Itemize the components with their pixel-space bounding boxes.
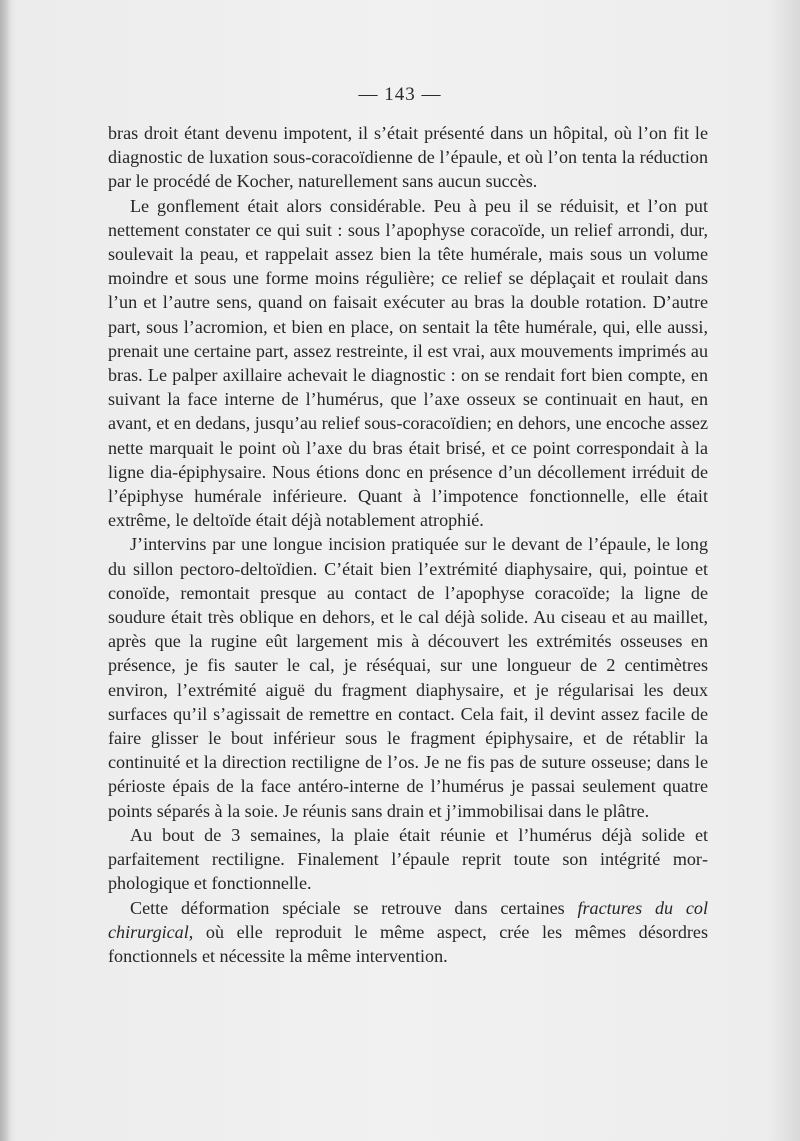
paragraph-swelling: Le gonflement était alors considérable. Peu à peu il se réduisit, et l’on put nettement constater ce qui suit : sous l’apophyse coracoïde, un relief arrondi, dur, soulevait la peau, et rappelait assez bien la tête humérale, mais sous un volume moindre et sous une forme moins régulière; ce relief se déplaçait et roulait dans l’un et l’autre sens, quand on faisait exécuter au bras la double rotation. D’autre part, sous l’acromion, et bien en place, on sentait la tête humérale, qui, elle aussi, prenait une certaine part, assez restreinte, il est vrai, aux mouvements imprimés au bras. Le palper axillaire achevait le diagnostic : on se rendait fort bien compte, en suivant la face interne de l’humérus, que l’axe osseux se continuait en haut, en avant, et en dedans, jusqu’au relief sous-coracoïdien; en dehors, une encoche assez nette marquait le point où l’axe du bras était brisé, et ce point correspondait à la ligne dia-épiphysaire. Nous étions donc en présence d’un décollement irréduit de l’épiphyse humérale inférieure. Quant à l’impotence fonctionnelle, elle était extrême, le deltoïde était déjà notablement atrophié. <box>108 195 708 531</box>
paragraph-outcome: Au bout de 3 semaines, la plaie était réunie et l’humérus déjà solide et parfaitement rectiligne. Finalement l’épaule reprit toute son intégrité morphologique et fonctionnelle. <box>108 824 708 894</box>
conclusion-italic-term: fractures du col chirurgical <box>108 897 708 942</box>
page-number: — 143 — <box>358 84 442 105</box>
paragraph-continuation: bras droit étant devenu impotent, il s’était présenté dans un hôpital, où l’on fit le diagnostic de luxation sous-coracoïdienne de l’épaule, et où l’on tenta la réduction par le procédé de Kocher, naturellement sans aucun succès. <box>108 123 708 192</box>
conclusion-text-start: Cette déformation spéciale se retrouve dans certaines <box>130 897 578 918</box>
paragraph-operation: J’intervins par une longue incision pratiquée sur le devant de l’épaule, le long du sillon pectoro-deltoïdien. C’était bien l’extrémité diaphysaire, qui, pointue et conoïde, remontait presque au contact de l’apophyse coracoïde; la ligne de soudure était très oblique en dehors, et le cal déjà solide. Au ciseau et au maillet, après que la rugine eût largement mis à découvert les extrémités osseuses en présence, je fis sauter le cal, je réséquai, sur une longueur de 2 centimètres environ, l’extrémité aiguë du fragment diaphysaire, et je régularisai les deux surfaces qu’il s’agissait de remettre en contact. Cela fait, il devint assez facile de faire glisser le bout inférieur sous le fragment épiphysaire, et de rétablir la continuité et la direction rectiligne de l’os. Je ne fis pas de suture osseuse; dans le périoste épais de la face antéro-interne de l’humérus je passai seulement quatre points séparés à la soie. Je réunis sans drain et j’immobilisai dans le plâtre. <box>108 534 708 821</box>
body-text <box>108 121 708 968</box>
paragraph-conclusion <box>108 896 708 969</box>
conclusion-text-end: , où elle reproduit le même aspect, crée les mêmes désordres fonctionnels et nécessite la même intervention. <box>108 921 708 966</box>
